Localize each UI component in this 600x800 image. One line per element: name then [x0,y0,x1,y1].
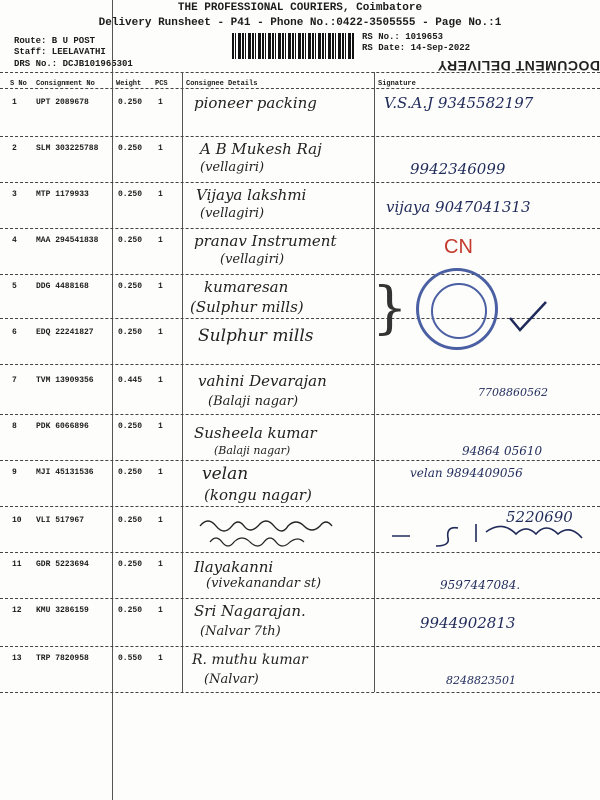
staff-label: Staff: LEELAVATHI [14,47,106,57]
row-consignment: VLI 517967 [36,516,85,525]
drs-number: DRS No.: DCJB101965301 [14,59,133,69]
row-sno: 13 [12,654,22,663]
divider [0,364,600,365]
consignee-name: vahini Devarajan [198,372,327,390]
divider [0,228,600,229]
row-pcs: 1 [158,516,163,525]
row-sno: 7 [12,376,17,385]
signature: 5220690 [506,508,573,526]
col-pcs: PCS [155,80,168,88]
signature-scribble [388,518,598,548]
col-weight: Weight [116,80,142,88]
row-consignment: EDQ 22241827 [36,328,94,337]
signature: 9942346099 [410,160,506,178]
row-weight: 0.250 [118,606,143,615]
row-sno: 11 [12,560,22,569]
row-consignment: TVM 13909356 [36,376,94,385]
consignee-address: (vellagiri) [200,160,265,175]
row-sno: 5 [12,282,17,291]
row-pcs: 1 [158,282,163,291]
row-consignment: MTP 1179933 [36,190,89,199]
consignee-address: (vellagiri) [200,206,265,221]
row-sno: 12 [12,606,22,615]
divider [0,598,600,599]
consignee-name: pranav Instrument [194,232,337,250]
column-rule [112,0,113,800]
row-weight: 0.250 [118,468,143,477]
company-seal-stamp [416,268,498,350]
row-weight: 0.250 [118,328,143,337]
signature: 9944902813 [420,614,516,632]
row-sno: 2 [12,144,17,153]
row-sno: 4 [12,236,17,245]
row-consignment: PDK 6066896 [36,422,89,431]
consignee-name: velan [202,464,249,484]
brace-mark: } [372,276,408,341]
divider [0,506,600,507]
divider [0,552,600,553]
consignee-name: R. muthu kumar [192,652,308,668]
consignee-name: Sri Nagarajan. [194,602,306,620]
row-weight: 0.250 [118,144,143,153]
signature: velan 9894409056 [410,466,523,480]
consignee-name: Susheela kumar [194,424,317,442]
barcode [232,33,354,59]
divider [0,274,600,275]
consignee-name: A B Mukesh Raj [200,140,322,158]
row-consignment: GDR 5223694 [36,560,89,569]
consignee-address: (vivekanandar st) [206,576,322,591]
consignee-name: pioneer packing [194,94,317,112]
col-consignee: Consignee Details [186,80,258,88]
row-consignment: KMU 3286159 [36,606,89,615]
row-weight: 0.250 [118,422,143,431]
runsheet-title: Delivery Runsheet - P41 - Phone No.:0422-3505555 - Page No.:1 [98,17,502,29]
row-pcs: 1 [158,376,163,385]
row-weight: 0.250 [118,190,143,199]
row-weight: 0.250 [118,98,143,107]
divider [0,646,600,647]
row-pcs: 1 [158,144,163,153]
rs-number: RS No.: 1019653 [362,32,444,42]
consignee-name: Ilayakanni [194,558,274,576]
row-sno: 8 [12,422,17,431]
rs-date: RS Date: 14-Sep-2022 [362,43,471,53]
row-sno: 3 [12,190,17,199]
signature: V.S.A.J 9345582197 [384,94,534,112]
divider [0,692,600,693]
consignee-name: kumaresan [204,278,289,296]
divider [0,136,600,137]
tick-signature [508,300,548,334]
row-consignment: SLM 303225788 [36,144,99,153]
consignee-address: (kongu nagar) [204,486,312,504]
row-weight: 0.250 [118,516,143,525]
signature: 8248823501 [446,674,516,687]
row-consignment: MJI 45131536 [36,468,94,477]
row-pcs: 1 [158,236,163,245]
consignee-address: (Nalvar 7th) [200,624,281,639]
divider [0,182,600,183]
consignee-address: (Sulphur mills) [190,298,304,316]
row-weight: 0.445 [118,376,143,385]
company-title: THE PROFESSIONAL COURIERS, Coimbatore [177,2,423,14]
row-pcs: 1 [158,606,163,615]
column-rule [374,72,375,692]
signature: 94864 05610 [462,444,543,458]
route-label: Route: B U POST [14,36,96,46]
col-sno: S No [10,80,27,88]
row-sno: 10 [12,516,22,525]
consignee-name: Vijaya lakshmi [196,186,307,204]
row-weight: 0.250 [118,282,143,291]
row-weight: 0.550 [118,654,143,663]
column-rule [182,72,183,692]
row-sno: 1 [12,98,17,107]
divider [0,414,600,415]
row-pcs: 1 [158,560,163,569]
row-consignment: MAA 294541838 [36,236,99,245]
document-delivery-stamp: DOCUMENT DELIVERY [437,58,600,74]
row-pcs: 1 [158,654,163,663]
row-consignment: DDG 4488168 [36,282,89,291]
signature: vijaya 9047041313 [386,198,531,216]
row-sno: 9 [12,468,17,477]
consignee-address: (vellagiri) [220,252,285,267]
row-pcs: 1 [158,190,163,199]
row-consignment: UPT 2089678 [36,98,89,107]
divider [0,460,600,461]
consignee-name: Sulphur mills [198,326,314,346]
row-pcs: 1 [158,468,163,477]
divider [0,72,600,73]
row-pcs: 1 [158,328,163,337]
row-consignment: TRP 7820958 [36,654,89,663]
signature: 9597447084. [440,578,521,592]
col-signature: Signature [378,80,416,88]
tamil-handwriting [196,512,366,550]
consignee-address: (Nalvar) [204,672,259,687]
row-weight: 0.250 [118,236,143,245]
row-sno: 6 [12,328,17,337]
row-weight: 0.250 [118,560,143,569]
col-consignment: Consignment No [36,80,95,88]
consignee-address: (Balaji nagar) [208,394,299,409]
consignee-address: (Balaji nagar) [214,444,291,457]
divider [0,88,600,89]
row-pcs: 1 [158,98,163,107]
row-pcs: 1 [158,422,163,431]
signature: 7708860562 [478,386,548,399]
cn-mark: CN [444,236,473,258]
